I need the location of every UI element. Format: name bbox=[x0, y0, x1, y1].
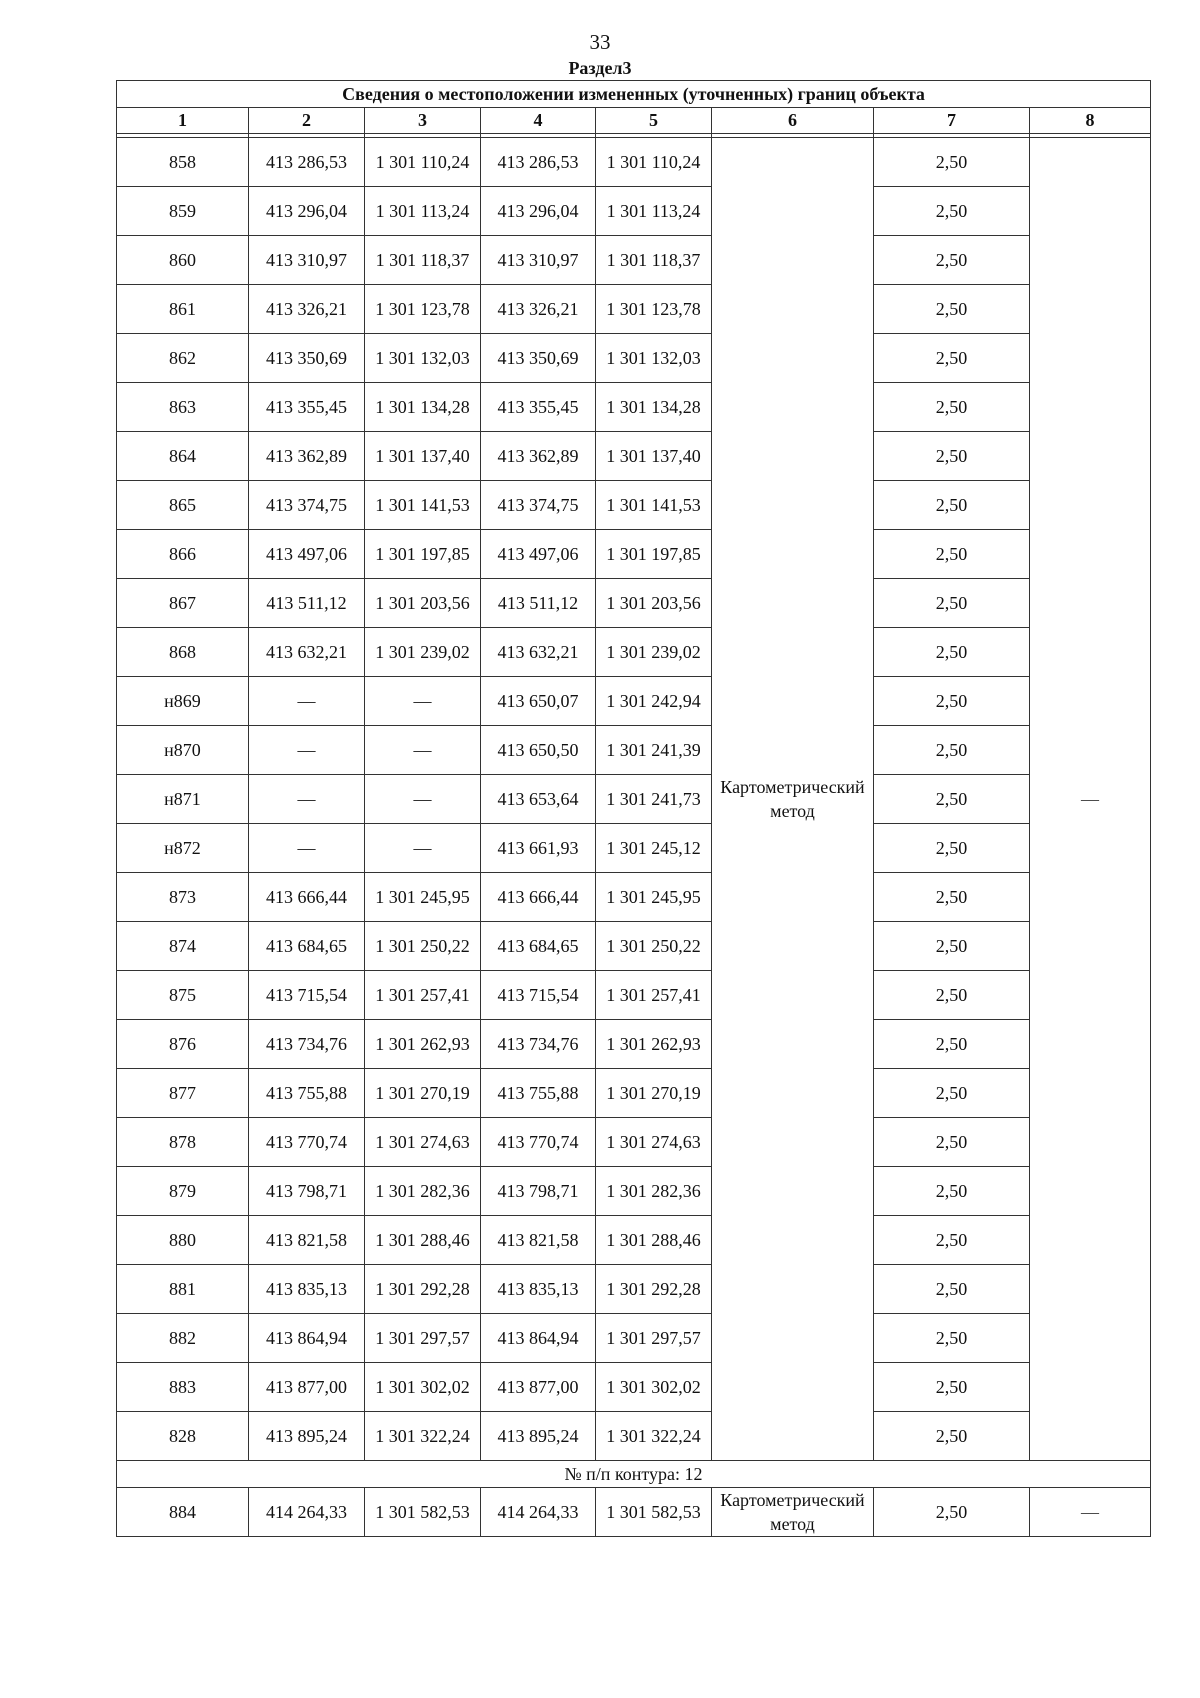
new-x-cell: 413 653,64 bbox=[481, 775, 596, 824]
new-x-cell: 413 666,44 bbox=[481, 873, 596, 922]
accuracy-cell: 2,50 bbox=[874, 481, 1030, 530]
existing-y-cell: 1 301 322,24 bbox=[365, 1412, 481, 1461]
accuracy-cell: 2,50 bbox=[874, 824, 1030, 873]
new-x-cell: 413 326,21 bbox=[481, 285, 596, 334]
point-number-cell: 884 bbox=[117, 1488, 249, 1537]
point-number-cell: 828 bbox=[117, 1412, 249, 1461]
boundary-table bbox=[116, 80, 1151, 1537]
new-x-cell: 413 632,21 bbox=[481, 628, 596, 677]
accuracy-cell: 2,50 bbox=[874, 1412, 1030, 1461]
new-x-cell: 413 684,65 bbox=[481, 922, 596, 971]
new-y-cell: 1 301 141,53 bbox=[596, 481, 712, 530]
accuracy-cell: 2,50 bbox=[874, 1069, 1030, 1118]
table-row bbox=[117, 1118, 1151, 1167]
existing-y-cell: 1 301 137,40 bbox=[365, 432, 481, 481]
accuracy-cell: 2,50 bbox=[874, 1216, 1030, 1265]
table-row bbox=[117, 922, 1151, 971]
existing-y-cell: — bbox=[365, 824, 481, 873]
point-number-cell: 864 bbox=[117, 432, 249, 481]
column-header-row bbox=[117, 108, 1151, 134]
existing-x-cell: 413 798,71 bbox=[249, 1167, 365, 1216]
point-number-cell: 881 bbox=[117, 1265, 249, 1314]
existing-y-cell: 1 301 282,36 bbox=[365, 1167, 481, 1216]
accuracy-cell: 2,50 bbox=[874, 1488, 1030, 1537]
existing-y-cell: 1 301 197,85 bbox=[365, 530, 481, 579]
point-number-cell: 865 bbox=[117, 481, 249, 530]
new-x-cell: 413 798,71 bbox=[481, 1167, 596, 1216]
new-y-cell: 1 301 250,22 bbox=[596, 922, 712, 971]
accuracy-cell: 2,50 bbox=[874, 971, 1030, 1020]
existing-y-cell: 1 301 297,57 bbox=[365, 1314, 481, 1363]
existing-x-cell: 413 296,04 bbox=[249, 187, 365, 236]
new-y-cell: 1 301 245,12 bbox=[596, 824, 712, 873]
existing-x-cell: — bbox=[249, 824, 365, 873]
new-y-cell: 1 301 197,85 bbox=[596, 530, 712, 579]
table-caption: Сведения о местоположении измененных (уточненных) границ объекта bbox=[117, 81, 1151, 108]
new-x-cell: 413 650,07 bbox=[481, 677, 596, 726]
existing-x-cell: — bbox=[249, 677, 365, 726]
new-x-cell: 413 715,54 bbox=[481, 971, 596, 1020]
new-y-cell: 1 301 292,28 bbox=[596, 1265, 712, 1314]
new-y-cell: 1 301 288,46 bbox=[596, 1216, 712, 1265]
point-number-cell: 862 bbox=[117, 334, 249, 383]
method-cell: Картометрический метод bbox=[712, 1488, 874, 1537]
table-row bbox=[117, 187, 1151, 236]
table-row bbox=[117, 432, 1151, 481]
existing-y-cell: 1 301 110,24 bbox=[365, 138, 481, 187]
point-number-cell: 868 bbox=[117, 628, 249, 677]
new-y-cell: 1 301 132,03 bbox=[596, 334, 712, 383]
caption-row bbox=[117, 81, 1151, 108]
point-number-cell: 858 bbox=[117, 138, 249, 187]
existing-x-cell: 413 835,13 bbox=[249, 1265, 365, 1314]
point-number-cell: 875 bbox=[117, 971, 249, 1020]
existing-y-cell: 1 301 203,56 bbox=[365, 579, 481, 628]
accuracy-cell: 2,50 bbox=[874, 1265, 1030, 1314]
new-y-cell: 1 301 282,36 bbox=[596, 1167, 712, 1216]
existing-x-cell: 413 715,54 bbox=[249, 971, 365, 1020]
accuracy-cell: 2,50 bbox=[874, 1167, 1030, 1216]
accuracy-cell: 2,50 bbox=[874, 236, 1030, 285]
accuracy-cell: 2,50 bbox=[874, 922, 1030, 971]
point-number-cell: н869 bbox=[117, 677, 249, 726]
new-y-cell: 1 301 262,93 bbox=[596, 1020, 712, 1069]
existing-x-cell: 413 734,76 bbox=[249, 1020, 365, 1069]
existing-y-cell: — bbox=[365, 677, 481, 726]
contour-body bbox=[117, 1461, 1151, 1537]
new-x-cell: 413 821,58 bbox=[481, 1216, 596, 1265]
existing-y-cell: — bbox=[365, 726, 481, 775]
new-y-cell: 1 301 582,53 bbox=[596, 1488, 712, 1537]
point-number-cell: 882 bbox=[117, 1314, 249, 1363]
existing-y-cell: 1 301 141,53 bbox=[365, 481, 481, 530]
existing-x-cell: 413 310,97 bbox=[249, 236, 365, 285]
new-y-cell: 1 301 257,41 bbox=[596, 971, 712, 1020]
existing-x-cell: 413 326,21 bbox=[249, 285, 365, 334]
existing-y-cell: 1 301 134,28 bbox=[365, 383, 481, 432]
accuracy-cell: 2,50 bbox=[874, 187, 1030, 236]
new-x-cell: 413 286,53 bbox=[481, 138, 596, 187]
accuracy-cell: 2,50 bbox=[874, 432, 1030, 481]
new-x-cell: 413 661,93 bbox=[481, 824, 596, 873]
contour-label-row bbox=[117, 1461, 1151, 1488]
new-y-cell: 1 301 239,02 bbox=[596, 628, 712, 677]
existing-x-cell: 413 511,12 bbox=[249, 579, 365, 628]
new-y-cell: 1 301 322,24 bbox=[596, 1412, 712, 1461]
accuracy-cell: 2,50 bbox=[874, 285, 1030, 334]
point-number-cell: 876 bbox=[117, 1020, 249, 1069]
point-number-cell: 861 bbox=[117, 285, 249, 334]
accuracy-cell: 2,50 bbox=[874, 677, 1030, 726]
new-x-cell: 413 755,88 bbox=[481, 1069, 596, 1118]
column-header: 4 bbox=[481, 108, 596, 134]
point-number-cell: н871 bbox=[117, 775, 249, 824]
table-row bbox=[117, 530, 1151, 579]
existing-y-cell: 1 301 245,95 bbox=[365, 873, 481, 922]
accuracy-cell: 2,50 bbox=[874, 334, 1030, 383]
new-y-cell: 1 301 203,56 bbox=[596, 579, 712, 628]
table-row bbox=[117, 1069, 1151, 1118]
accuracy-cell: 2,50 bbox=[874, 1118, 1030, 1167]
new-x-cell: 413 895,24 bbox=[481, 1412, 596, 1461]
new-x-cell: 413 770,74 bbox=[481, 1118, 596, 1167]
new-y-cell: 1 301 274,63 bbox=[596, 1118, 712, 1167]
new-x-cell: 413 355,45 bbox=[481, 383, 596, 432]
existing-x-cell: 413 286,53 bbox=[249, 138, 365, 187]
table-row bbox=[117, 236, 1151, 285]
table-row bbox=[117, 383, 1151, 432]
point-number-cell: 880 bbox=[117, 1216, 249, 1265]
new-y-cell: 1 301 245,95 bbox=[596, 873, 712, 922]
column-header: 3 bbox=[365, 108, 481, 134]
point-number-cell: н872 bbox=[117, 824, 249, 873]
existing-x-cell: 414 264,33 bbox=[249, 1488, 365, 1537]
table-row bbox=[117, 824, 1151, 873]
existing-x-cell: 413 895,24 bbox=[249, 1412, 365, 1461]
existing-x-cell: 413 666,44 bbox=[249, 873, 365, 922]
accuracy-cell: 2,50 bbox=[874, 775, 1030, 824]
column-header: 7 bbox=[874, 108, 1030, 134]
point-number-cell: 866 bbox=[117, 530, 249, 579]
column-header: 6 bbox=[712, 108, 874, 134]
table-row bbox=[117, 1216, 1151, 1265]
existing-x-cell: — bbox=[249, 775, 365, 824]
existing-x-cell: 413 362,89 bbox=[249, 432, 365, 481]
description-cell: — bbox=[1030, 1488, 1151, 1537]
table-row bbox=[117, 138, 1151, 187]
table-row bbox=[117, 677, 1151, 726]
column-header: 8 bbox=[1030, 108, 1151, 134]
existing-x-cell: — bbox=[249, 726, 365, 775]
existing-y-cell: 1 301 257,41 bbox=[365, 971, 481, 1020]
point-number-cell: 873 bbox=[117, 873, 249, 922]
table-row bbox=[117, 1488, 1151, 1537]
point-number-cell: 879 bbox=[117, 1167, 249, 1216]
section-title: Раздел3 bbox=[568, 58, 632, 78]
existing-x-cell: 413 877,00 bbox=[249, 1363, 365, 1412]
new-x-cell: 413 350,69 bbox=[481, 334, 596, 383]
table-row bbox=[117, 1265, 1151, 1314]
existing-y-cell: 1 301 118,37 bbox=[365, 236, 481, 285]
new-x-cell: 413 877,00 bbox=[481, 1363, 596, 1412]
point-number-cell: 877 bbox=[117, 1069, 249, 1118]
accuracy-cell: 2,50 bbox=[874, 873, 1030, 922]
point-number-cell: 859 bbox=[117, 187, 249, 236]
existing-y-cell: 1 301 113,24 bbox=[365, 187, 481, 236]
accuracy-cell: 2,50 bbox=[874, 138, 1030, 187]
table-row bbox=[117, 1314, 1151, 1363]
existing-x-cell: 413 755,88 bbox=[249, 1069, 365, 1118]
new-y-cell: 1 301 110,24 bbox=[596, 138, 712, 187]
accuracy-cell: 2,50 bbox=[874, 726, 1030, 775]
table-row bbox=[117, 334, 1151, 383]
contour-label: № п/п контура: 12 bbox=[117, 1461, 1151, 1488]
point-number-cell: 883 bbox=[117, 1363, 249, 1412]
accuracy-cell: 2,50 bbox=[874, 383, 1030, 432]
new-y-cell: 1 301 297,57 bbox=[596, 1314, 712, 1363]
new-x-cell: 413 864,94 bbox=[481, 1314, 596, 1363]
new-y-cell: 1 301 242,94 bbox=[596, 677, 712, 726]
existing-x-cell: 413 350,69 bbox=[249, 334, 365, 383]
point-number-cell: 878 bbox=[117, 1118, 249, 1167]
new-y-cell: 1 301 118,37 bbox=[596, 236, 712, 285]
new-x-cell: 413 835,13 bbox=[481, 1265, 596, 1314]
table-row bbox=[117, 1020, 1151, 1069]
new-x-cell: 414 264,33 bbox=[481, 1488, 596, 1537]
existing-y-cell: 1 301 582,53 bbox=[365, 1488, 481, 1537]
column-header: 5 bbox=[596, 108, 712, 134]
existing-x-cell: 413 864,94 bbox=[249, 1314, 365, 1363]
new-x-cell: 413 296,04 bbox=[481, 187, 596, 236]
table-row bbox=[117, 285, 1151, 334]
table-row bbox=[117, 1363, 1151, 1412]
new-x-cell: 413 497,06 bbox=[481, 530, 596, 579]
existing-y-cell: 1 301 270,19 bbox=[365, 1069, 481, 1118]
accuracy-cell: 2,50 bbox=[874, 1020, 1030, 1069]
accuracy-cell: 2,50 bbox=[874, 1314, 1030, 1363]
existing-y-cell: 1 301 250,22 bbox=[365, 922, 481, 971]
table-row bbox=[117, 775, 1151, 824]
method-cell: Картометрический метод bbox=[712, 138, 874, 1461]
column-header: 1 bbox=[117, 108, 249, 134]
new-x-cell: 413 734,76 bbox=[481, 1020, 596, 1069]
point-number-cell: 863 bbox=[117, 383, 249, 432]
description-cell: — bbox=[1030, 138, 1151, 1461]
table-row bbox=[117, 579, 1151, 628]
point-number-cell: 867 bbox=[117, 579, 249, 628]
accuracy-cell: 2,50 bbox=[874, 530, 1030, 579]
new-x-cell: 413 310,97 bbox=[481, 236, 596, 285]
new-x-cell: 413 511,12 bbox=[481, 579, 596, 628]
new-y-cell: 1 301 123,78 bbox=[596, 285, 712, 334]
existing-y-cell: 1 301 123,78 bbox=[365, 285, 481, 334]
accuracy-cell: 2,50 bbox=[874, 628, 1030, 677]
existing-y-cell: 1 301 302,02 bbox=[365, 1363, 481, 1412]
existing-y-cell: — bbox=[365, 775, 481, 824]
existing-y-cell: 1 301 274,63 bbox=[365, 1118, 481, 1167]
table-row bbox=[117, 481, 1151, 530]
existing-x-cell: 413 770,74 bbox=[249, 1118, 365, 1167]
point-number-cell: 860 bbox=[117, 236, 249, 285]
new-y-cell: 1 301 241,39 bbox=[596, 726, 712, 775]
existing-x-cell: 413 821,58 bbox=[249, 1216, 365, 1265]
new-y-cell: 1 301 137,40 bbox=[596, 432, 712, 481]
table-row bbox=[117, 1412, 1151, 1461]
new-y-cell: 1 301 134,28 bbox=[596, 383, 712, 432]
table-row bbox=[117, 1167, 1151, 1216]
existing-x-cell: 413 355,45 bbox=[249, 383, 365, 432]
table-row bbox=[117, 971, 1151, 1020]
table-body bbox=[117, 138, 1151, 1461]
table-row bbox=[117, 726, 1151, 775]
point-number-cell: н870 bbox=[117, 726, 249, 775]
existing-y-cell: 1 301 239,02 bbox=[365, 628, 481, 677]
existing-y-cell: 1 301 292,28 bbox=[365, 1265, 481, 1314]
new-x-cell: 413 374,75 bbox=[481, 481, 596, 530]
point-number-cell: 874 bbox=[117, 922, 249, 971]
column-header: 2 bbox=[249, 108, 365, 134]
table-row bbox=[117, 873, 1151, 922]
existing-x-cell: 413 684,65 bbox=[249, 922, 365, 971]
existing-y-cell: 1 301 262,93 bbox=[365, 1020, 481, 1069]
page-number: 33 bbox=[589, 30, 611, 54]
new-y-cell: 1 301 270,19 bbox=[596, 1069, 712, 1118]
new-x-cell: 413 650,50 bbox=[481, 726, 596, 775]
existing-y-cell: 1 301 132,03 bbox=[365, 334, 481, 383]
existing-x-cell: 413 374,75 bbox=[249, 481, 365, 530]
new-y-cell: 1 301 302,02 bbox=[596, 1363, 712, 1412]
new-x-cell: 413 362,89 bbox=[481, 432, 596, 481]
accuracy-cell: 2,50 bbox=[874, 1363, 1030, 1412]
existing-x-cell: 413 632,21 bbox=[249, 628, 365, 677]
new-y-cell: 1 301 241,73 bbox=[596, 775, 712, 824]
table-row bbox=[117, 628, 1151, 677]
existing-y-cell: 1 301 288,46 bbox=[365, 1216, 481, 1265]
new-y-cell: 1 301 113,24 bbox=[596, 187, 712, 236]
accuracy-cell: 2,50 bbox=[874, 579, 1030, 628]
existing-x-cell: 413 497,06 bbox=[249, 530, 365, 579]
